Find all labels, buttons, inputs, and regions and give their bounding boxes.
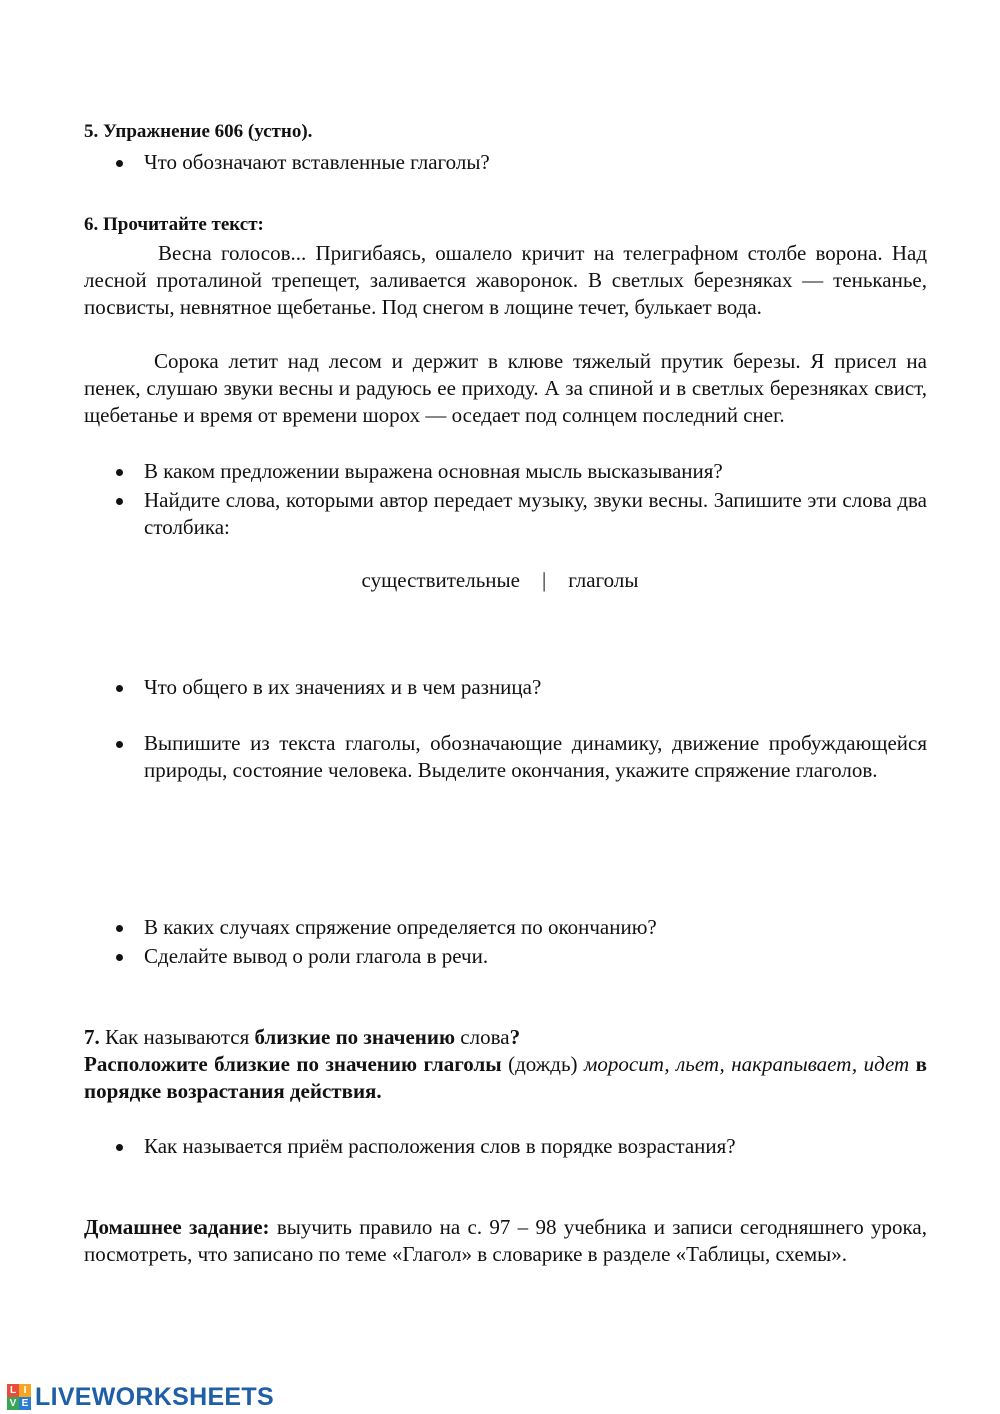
bullet-icon [116, 925, 123, 932]
logo-tile: E [19, 1397, 31, 1410]
liveworksheets-logo-text: LIVEWORKSHEETS [35, 1382, 274, 1411]
reading-text-paragraph-1: Весна голосов... Пригибаясь, ошалело кричит на телеграфном столбе ворона. Над лесной проталиной трепещет, заливается жаворонок. В светлых березняках — теньканье, посвисты, невнятное щебетанье. Под снегом в лощине течет, булькает вода. [84, 241, 927, 319]
list-item [84, 943, 927, 970]
section-7-task-verbs: моросит, льет, накрапывает, идет [584, 1052, 910, 1076]
section-7-task-bold-2: в порядке возрастания действия. [84, 1052, 928, 1103]
list-item [84, 487, 927, 541]
list-item-text: Найдите слова, которыми автор передает музыку, звуки весны. Запишите эти слова два столбика: [144, 488, 927, 539]
section-7-question-part-2: слова [455, 1025, 510, 1049]
section-7-task-bold-1: Расположите близкие по значению глаголы [84, 1052, 502, 1076]
list-item-text: Что обозначают вставленные глаголы? [144, 150, 490, 174]
column-separator: | [541, 568, 547, 592]
liveworksheets-logo-icon [7, 1384, 31, 1410]
section-7-question-part-1: Как называются [99, 1025, 255, 1049]
section-6-task-verbs [84, 730, 927, 784]
list-item [84, 914, 927, 941]
section-5-title: 5. Упражнение 606 (устно). [84, 121, 313, 142]
two-columns-header [0, 567, 1000, 594]
section-6-final-questions [84, 914, 927, 970]
list-item-text: В каких случаях спряжение определяется по окончанию? [144, 915, 657, 939]
reading-text-paragraph-2: Сорока летит над лесом и держит в клюве тяжелый прутик березы. Я присел на пенек, слушаю звуки весны и радуюсь ее приходу. А за спиной и в светлых березняках свист, щебетанье и время от времени шорох — оседает под солнцем последний снег. [84, 349, 927, 427]
bullet-icon [116, 1144, 123, 1151]
section-7-task-plain: (дождь) [501, 1052, 584, 1076]
bullet-icon [116, 954, 123, 961]
list-item-text: Что общего в их значениях и в чем разница? [144, 675, 542, 699]
column-verbs-label: глаголы [568, 568, 639, 592]
homework [84, 1214, 927, 1268]
list-item-text: Сделайте вывод о роли глагола в речи. [144, 944, 489, 968]
list-item-text: В каком предложении выражена основная мысль высказывания? [144, 459, 723, 483]
column-nouns-label: существительные [361, 568, 520, 592]
homework-label: Домашнее задание: [84, 1215, 270, 1239]
section-5-bullets [84, 149, 927, 176]
section-7-number: 7. [84, 1025, 100, 1049]
list-item [84, 1133, 927, 1160]
section-6-title: 6. Прочитайте текст: [84, 214, 264, 235]
bullet-icon [116, 498, 123, 505]
logo-tile: V [7, 1397, 19, 1410]
homework-text: выучить правило на с. 97 – 98 учебника и записи сегодняшнего урока, посмотреть, что записано по теме «Глагол» в словарике в разделе «Таблицы, схемы». [84, 1215, 927, 1266]
bullet-icon [116, 160, 123, 167]
list-item [84, 458, 927, 485]
section-7-question-mark: ? [509, 1025, 521, 1049]
section-6-questions [84, 458, 927, 541]
list-item [84, 674, 927, 701]
list-item [84, 149, 927, 176]
list-item-text: Выпишите из текста глаголы, обозначающие динамику, движение пробуждающейся природы, состояние человека. Выделите окончания, укажите спряжение глаголов. [144, 731, 927, 782]
logo-tile: I [19, 1384, 31, 1397]
section-6-question-common [84, 674, 927, 701]
section-7-question-bold: близкие по значению [254, 1025, 456, 1049]
logo-tile: L [7, 1384, 19, 1397]
bullet-icon [116, 685, 123, 692]
list-item-text: Как называется приём расположения слов в порядке возрастания? [144, 1134, 736, 1158]
liveworksheets-logo [7, 1380, 274, 1414]
section-7-question [84, 1024, 927, 1051]
section-7-bullets [84, 1133, 927, 1160]
section-7-task [84, 1051, 927, 1105]
bullet-icon [116, 469, 123, 476]
bullet-icon [116, 741, 123, 748]
list-item [84, 730, 927, 784]
